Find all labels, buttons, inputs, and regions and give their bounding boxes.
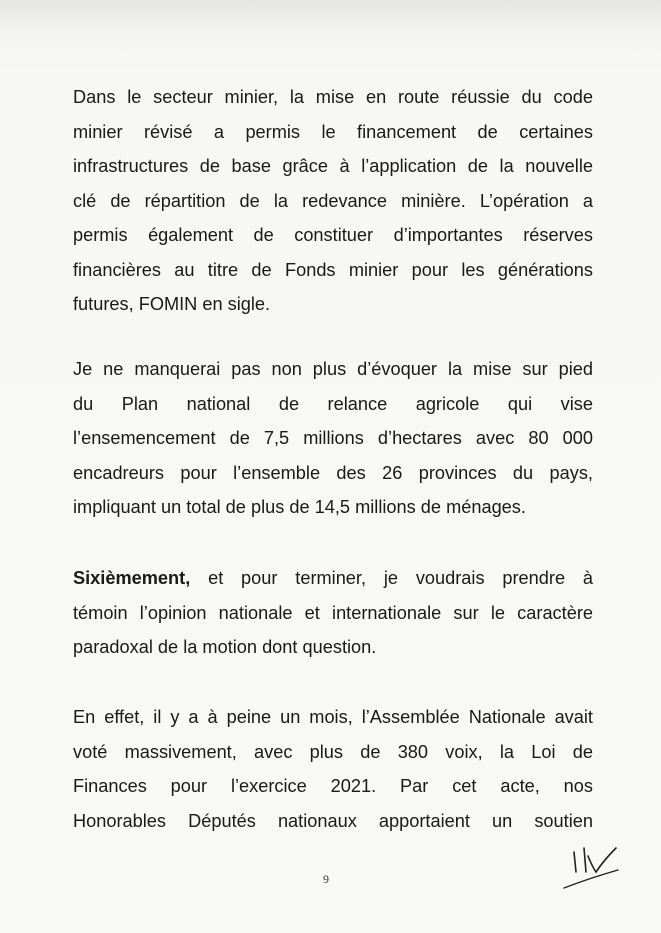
text-line: clé de répartition de la redevance minière. L’opération a <box>73 190 593 211</box>
text-fragment: et pour terminer, je voudrais prendre à <box>190 568 593 588</box>
text-line: l’ensemencement de 7,5 millions d’hectares avec 80 000 <box>73 428 593 448</box>
paragraph-agriculture-plan <box>73 352 593 525</box>
text-line: En effet, il y a à peine un mois, l’Assemblée Nationale avait <box>73 707 593 727</box>
text-line: Je ne manquerai pas non plus d’évoquer la mise sur pied <box>73 359 593 379</box>
paragraph-finance-law <box>73 700 593 838</box>
text-line: Honorables Députés nationaux apportaient un soutien <box>73 810 593 831</box>
text-line: voté massivement, avec plus de 380 voix, la Loi de <box>73 741 593 762</box>
text-line: infrastructures de base grâce à l’application de la nouvelle <box>73 156 593 176</box>
scan-edge-shadow <box>0 0 661 34</box>
paragraph-mining-sector <box>73 80 593 322</box>
text-line: du Plan national de relance agricole qui vise <box>73 393 593 414</box>
text-line: témoin l’opinion nationale et internationale sur le caractère <box>73 602 593 623</box>
text-line: Dans le secteur minier, la mise en route réussie du code <box>73 87 593 107</box>
page-number: 9 <box>323 872 329 886</box>
text-line <box>73 561 593 596</box>
text-line: permis également de constituer d’importantes réserves <box>73 225 593 245</box>
text-line: financières au titre de Fonds minier pour les générations <box>73 259 593 280</box>
text-line: minier révisé a permis le financement de certaines <box>73 121 593 142</box>
text-line: impliquant un total de plus de 14,5 millions de ménages. <box>73 497 526 517</box>
text-line: futures, FOMIN en sigle. <box>73 294 271 314</box>
text-line: paradoxal de la motion dont question. <box>73 637 377 657</box>
text-line: encadreurs pour l’ensemble des 26 provinces du pays, <box>73 462 593 483</box>
text-line: Finances pour l’exercice 2021. Par cet acte, nos <box>73 776 593 796</box>
bold-lead-word: Sixièmement, <box>73 568 191 588</box>
paragraph-sixthly <box>73 561 593 665</box>
handwritten-initials <box>560 842 620 892</box>
